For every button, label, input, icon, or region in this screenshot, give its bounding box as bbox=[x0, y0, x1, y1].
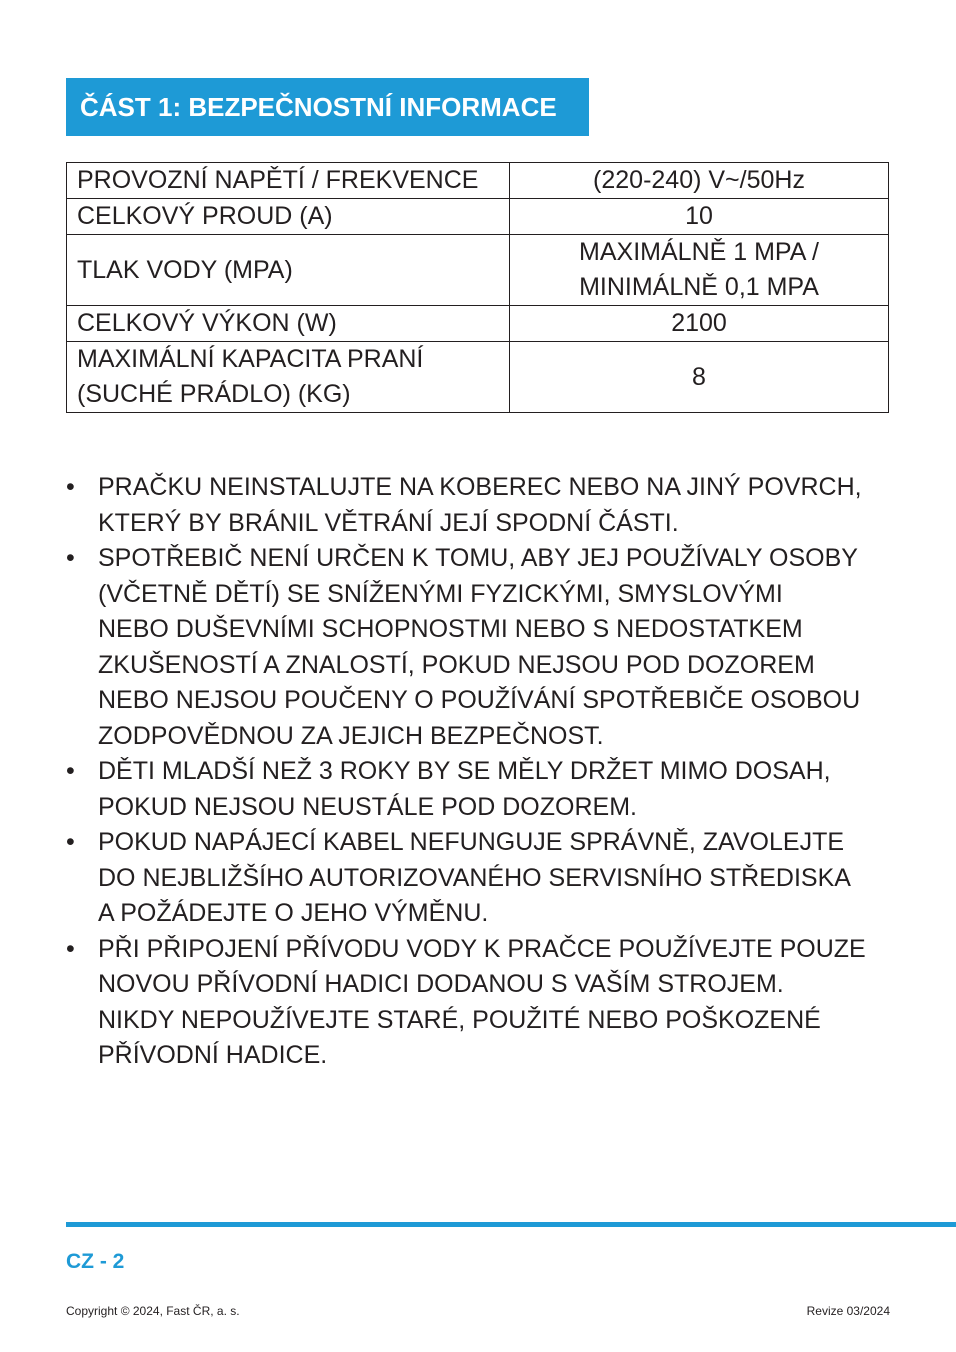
spec-value: 2100 bbox=[510, 306, 889, 342]
note-line: PŘI PŘIPOJENÍ PŘÍVODU VODY K PRAČCE POUŽÍVEJTE POUZE bbox=[98, 934, 866, 963]
copyright-text: Copyright © 2024, Fast ČR, a. s. bbox=[66, 1304, 240, 1318]
bullet-icon: • bbox=[66, 757, 75, 785]
footer-divider bbox=[66, 1222, 956, 1227]
list-item bbox=[66, 470, 906, 541]
spec-label-line: MAXIMÁLNÍ KAPACITA PRANÍ bbox=[77, 345, 424, 373]
spec-label-line: (SUCHÉ PRÁDLO) (KG) bbox=[77, 380, 351, 408]
bullet-icon: • bbox=[66, 544, 75, 572]
spec-value: 8 bbox=[510, 342, 889, 413]
note-line: PRAČKU NEINSTALUJTE NA KOBEREC NEBO NA JINÝ POVRCH, bbox=[98, 473, 862, 501]
note-line: POKUD NAPÁJECÍ KABEL NEFUNGUJE SPRÁVNĚ, ZAVOLEJTE bbox=[98, 828, 845, 856]
list-item bbox=[66, 932, 906, 1074]
page-number: CZ - 2 bbox=[66, 1250, 125, 1273]
note-line: NIKDY NEPOUŽÍVEJTE STARÉ, POUŽITÉ NEBO POŠKOZENÉ bbox=[98, 1005, 821, 1034]
bullet-icon: • bbox=[66, 473, 75, 501]
spec-label: PROVOZNÍ NAPĚTÍ / FREKVENCE bbox=[67, 163, 510, 199]
spec-label: CELKOVÝ VÝKON (W) bbox=[67, 306, 510, 342]
note-line: KTERÝ BY BRÁNIL VĚTRÁNÍ JEJÍ SPODNÍ ČÁSTI. bbox=[98, 508, 679, 537]
spec-value: 10 bbox=[510, 199, 889, 235]
list-item bbox=[66, 541, 906, 754]
list-item bbox=[66, 754, 906, 825]
note-line: DO NEJBLIŽŠÍHO AUTORIZOVANÉHO SERVISNÍHO STŘEDISKA bbox=[98, 863, 851, 892]
spec-value: (220-240) V~/50Hz bbox=[510, 163, 889, 199]
spec-value bbox=[510, 235, 889, 306]
note-line: (VČETNĚ DĚTÍ) SE SNÍŽENÝMI FYZICKÝMI, SMYSLOVÝMI bbox=[98, 579, 783, 608]
table-row bbox=[67, 199, 889, 235]
table-row bbox=[67, 235, 889, 306]
table-row bbox=[67, 342, 889, 413]
spec-value-line: MAXIMÁLNĚ 1 MPA / bbox=[579, 238, 819, 266]
table-row bbox=[67, 306, 889, 342]
list-item bbox=[66, 825, 906, 932]
spec-label bbox=[67, 342, 510, 413]
section-title: ČÁST 1: BEZPEČNOSTNÍ INFORMACE bbox=[66, 78, 589, 136]
note-line: NEBO NEJSOU POUČENY O POUŽÍVÁNÍ SPOTŘEBIČE OSOBOU bbox=[98, 686, 861, 714]
specs-table bbox=[66, 162, 889, 413]
note-line: ZKUŠENOSTÍ A ZNALOSTÍ, POKUD NEJSOU POD DOZOREM bbox=[98, 650, 815, 679]
note-line: POKUD NEJSOU NEUSTÁLE POD DOZOREM. bbox=[98, 792, 637, 821]
note-line: DĚTI MLADŠÍ NEŽ 3 ROKY BY SE MĚLY DRŽET MIMO DOSAH, bbox=[98, 757, 831, 785]
safety-notes-list bbox=[66, 470, 906, 1074]
bullet-icon: • bbox=[66, 828, 75, 856]
table-row bbox=[67, 163, 889, 199]
revision-text: Revize 03/2024 bbox=[806, 1304, 890, 1318]
spec-value-line: MINIMÁLNĚ 0,1 MPA bbox=[579, 273, 819, 301]
note-line: NEBO DUŠEVNÍMI SCHOPNOSTMI NEBO S NEDOSTATKEM bbox=[98, 615, 803, 643]
bullet-icon: • bbox=[66, 934, 75, 963]
note-line: NOVOU PŘÍVODNÍ HADICI DODANOU S VAŠÍM STROJEM. bbox=[98, 970, 784, 998]
note-line: ZODPOVĚDNOU ZA JEJICH BEZPEČNOST. bbox=[98, 721, 604, 750]
spec-label: TLAK VODY (MPA) bbox=[67, 235, 510, 306]
note-line: SPOTŘEBIČ NENÍ URČEN K TOMU, ABY JEJ POUŽÍVALY OSOBY bbox=[98, 544, 858, 572]
spec-label: CELKOVÝ PROUD (A) bbox=[67, 199, 510, 235]
note-line: PŘÍVODNÍ HADICE. bbox=[98, 1041, 328, 1069]
note-line: A POŽÁDEJTE O JEHO VÝMĚNU. bbox=[98, 899, 489, 927]
